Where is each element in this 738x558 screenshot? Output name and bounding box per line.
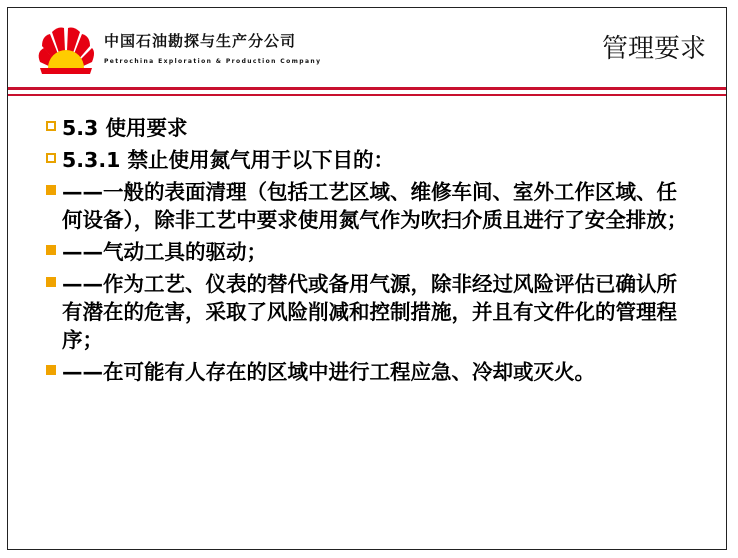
solid-square-bullet-icon [46, 277, 56, 287]
list-item-text: 5.3.1 禁止使用氮气用于以下目的： [62, 148, 395, 172]
hollow-square-bullet-icon [46, 153, 56, 163]
list-item [46, 178, 696, 234]
list-item-text: 5.3 使用要求 [62, 116, 188, 140]
list-item-text: ——气动工具的驱动； [62, 240, 267, 264]
list-item [46, 358, 696, 386]
list-item [46, 238, 696, 266]
company-name [104, 30, 321, 65]
list-item [46, 270, 696, 354]
content-list [46, 114, 696, 390]
list-item-text: ——一般的表面清理（包括工艺区域、维修车间、室外工作区域、任何设备），除非工艺中要求使用氮气作为吹扫介质且进行了安全排放； [62, 180, 688, 232]
solid-square-bullet-icon [46, 185, 56, 195]
list-item [46, 114, 696, 142]
list-item [46, 146, 696, 174]
header-divider-thick [8, 87, 726, 90]
company-name-cn: 中国石油勘探与生产分公司 [104, 32, 297, 50]
header-divider-thin [8, 94, 726, 96]
hollow-square-bullet-icon [46, 121, 56, 131]
list-item-text: ——作为工艺、仪表的替代或备用气源，除非经过风险评估已确认所有潜在的危害，采取了风险削减和控制措施，并且有文件化的管理程序； [62, 272, 677, 352]
solid-square-bullet-icon [46, 245, 56, 255]
page-title: 管理要求 [601, 34, 706, 64]
solid-square-bullet-icon [46, 365, 56, 375]
header [8, 8, 726, 88]
list-item-text: ——在可能有人存在的区域中进行工程应急、冷却或灭火。 [62, 360, 595, 384]
petrochina-logo-icon [34, 22, 98, 80]
company-name-en: Petrochina Exploration & Production Company [104, 58, 322, 65]
slide [7, 7, 727, 550]
